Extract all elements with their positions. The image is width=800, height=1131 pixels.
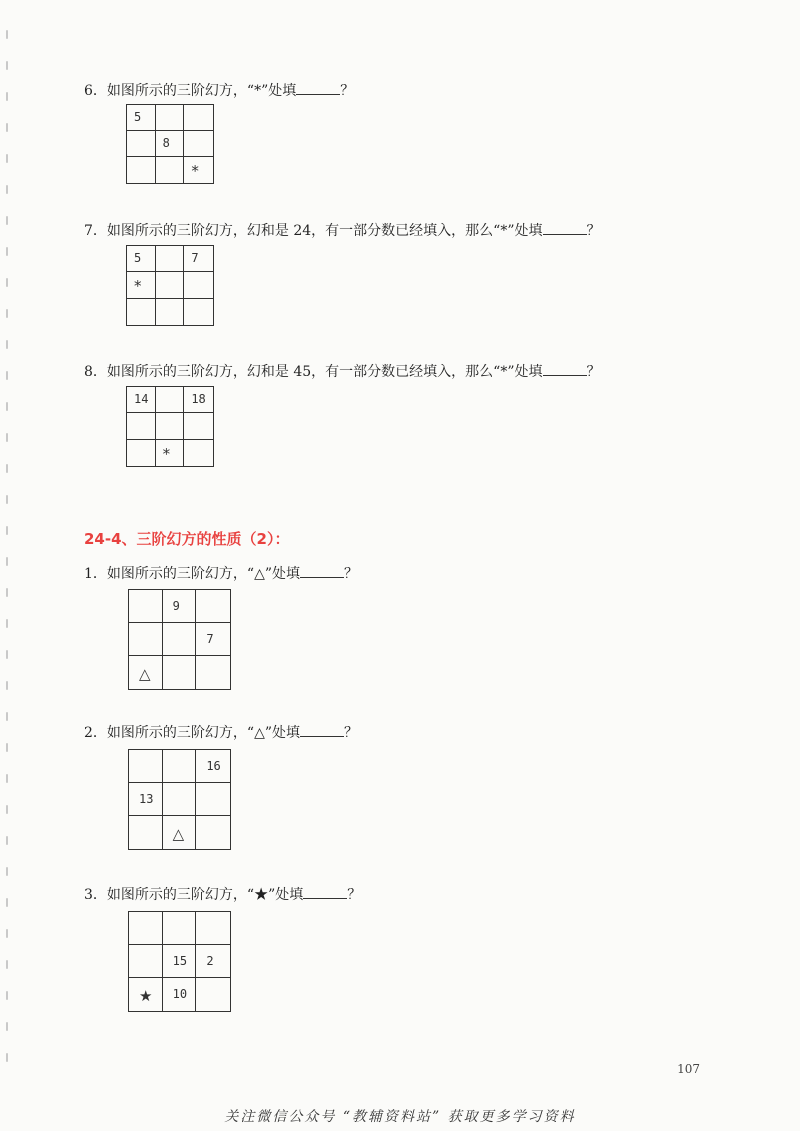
binding-mark bbox=[6, 836, 8, 845]
answer-blank[interactable] bbox=[303, 884, 347, 899]
cell-value: 8 bbox=[162, 136, 170, 150]
cell-value: 14 bbox=[134, 392, 149, 406]
grid-cell bbox=[129, 623, 163, 656]
grid-cell bbox=[156, 387, 185, 413]
binding-mark bbox=[6, 154, 8, 163]
binding-mark bbox=[6, 619, 8, 628]
grid-cell bbox=[127, 131, 156, 157]
binding-mark bbox=[6, 433, 8, 442]
grid-cell bbox=[127, 387, 156, 413]
page-number: 107 bbox=[677, 1062, 700, 1076]
grid-cell bbox=[163, 750, 197, 783]
grid-cell bbox=[156, 272, 185, 298]
cell-value: * bbox=[191, 162, 199, 180]
grid-cell bbox=[196, 945, 230, 978]
answer-blank[interactable] bbox=[300, 722, 344, 737]
grid-cell bbox=[129, 816, 163, 849]
binding-mark bbox=[6, 61, 8, 70]
cell-value: 7 bbox=[191, 251, 199, 265]
grid-cell bbox=[127, 413, 156, 439]
binding-mark bbox=[6, 867, 8, 876]
grid-cell bbox=[127, 157, 156, 183]
grid-cell bbox=[184, 131, 213, 157]
question-b3: 3．如图所示的三阶幻方，“★”处填 ？ bbox=[84, 884, 361, 904]
magic-square-6 bbox=[126, 104, 214, 184]
binding-mark bbox=[6, 495, 8, 504]
answer-blank[interactable] bbox=[296, 80, 340, 95]
grid-cell bbox=[184, 440, 213, 466]
binding-mark bbox=[6, 30, 8, 39]
cell-value: 18 bbox=[191, 392, 206, 406]
grid-cell bbox=[184, 105, 213, 131]
question-b2: 2．如图所示的三阶幻方，“△”处填 ？ bbox=[84, 722, 358, 742]
binding-mark bbox=[6, 123, 8, 132]
binding-mark bbox=[6, 991, 8, 1000]
grid-cell bbox=[163, 978, 197, 1011]
binding-mark bbox=[6, 557, 8, 566]
question-b1: 1．如图所示的三阶幻方，“△”处填 ？ bbox=[84, 563, 358, 583]
question-8: 8．如图所示的三阶幻方，幻和是 45，有一部分数已经填入，那么“*”处填 ？ bbox=[84, 361, 601, 381]
grid-cell bbox=[129, 590, 163, 623]
binding-mark bbox=[6, 743, 8, 752]
grid-cell bbox=[163, 783, 197, 816]
grid-cell bbox=[129, 945, 163, 978]
grid-cell bbox=[156, 246, 185, 272]
grid-cell bbox=[163, 590, 197, 623]
grid-cell bbox=[156, 440, 185, 466]
grid-cell bbox=[127, 440, 156, 466]
grid-cell bbox=[129, 750, 163, 783]
grid-cell bbox=[129, 656, 163, 689]
grid-cell bbox=[129, 978, 163, 1011]
grid-cell bbox=[127, 299, 156, 325]
answer-blank[interactable] bbox=[300, 563, 344, 578]
cell-value: * bbox=[162, 444, 171, 463]
cell-value: 5 bbox=[134, 251, 142, 265]
cell-value: 7 bbox=[206, 632, 214, 646]
grid-cell bbox=[129, 912, 163, 945]
grid-cell bbox=[163, 945, 197, 978]
grid-cell bbox=[196, 783, 230, 816]
binding-mark bbox=[6, 402, 8, 411]
grid-cell bbox=[184, 157, 213, 183]
answer-blank[interactable] bbox=[543, 220, 587, 235]
grid-cell bbox=[184, 272, 213, 298]
section-title: 24-4、三阶幻方的性质（2）： bbox=[84, 530, 290, 548]
magic-square-7 bbox=[126, 245, 214, 326]
cell-value: 15 bbox=[172, 954, 188, 968]
cell-value: * bbox=[134, 277, 142, 296]
cell-value: 10 bbox=[172, 987, 188, 1001]
binding-marks bbox=[6, 30, 12, 1090]
answer-blank[interactable] bbox=[543, 361, 587, 376]
grid-cell bbox=[184, 299, 213, 325]
grid-cell bbox=[156, 131, 185, 157]
cell-value: ★ bbox=[139, 987, 153, 1005]
binding-mark bbox=[6, 1053, 8, 1062]
grid-cell bbox=[196, 816, 230, 849]
grid-cell bbox=[163, 912, 197, 945]
grid-cell bbox=[156, 413, 185, 439]
binding-mark bbox=[6, 185, 8, 194]
binding-mark bbox=[6, 929, 8, 938]
footer-watermark: 关注微信公众号 “教辅资料站” 获取更多学习资料 bbox=[224, 1109, 576, 1125]
binding-mark bbox=[6, 805, 8, 814]
grid-cell bbox=[127, 246, 156, 272]
cell-value: △ bbox=[139, 665, 151, 683]
binding-mark bbox=[6, 92, 8, 101]
cell-value: △ bbox=[172, 825, 185, 843]
binding-mark bbox=[6, 774, 8, 783]
binding-mark bbox=[6, 650, 8, 659]
binding-mark bbox=[6, 278, 8, 287]
binding-mark bbox=[6, 898, 8, 907]
question-6: 6．如图所示的三阶幻方，“*”处填 ？ bbox=[84, 80, 354, 100]
grid-cell bbox=[184, 246, 213, 272]
grid-cell bbox=[156, 299, 185, 325]
cell-value: 5 bbox=[134, 110, 142, 124]
magic-square-8 bbox=[126, 386, 214, 467]
grid-cell bbox=[196, 750, 230, 783]
binding-mark bbox=[6, 340, 8, 349]
grid-cell bbox=[156, 105, 185, 131]
magic-square-b3 bbox=[128, 911, 231, 1012]
grid-cell bbox=[184, 413, 213, 439]
binding-mark bbox=[6, 309, 8, 318]
binding-mark bbox=[6, 1022, 8, 1031]
binding-mark bbox=[6, 216, 8, 225]
grid-cell bbox=[196, 590, 230, 623]
grid-cell bbox=[127, 105, 156, 131]
cell-value: 9 bbox=[172, 599, 180, 613]
grid-cell bbox=[196, 656, 230, 689]
cell-value: 13 bbox=[139, 792, 154, 806]
binding-mark bbox=[6, 960, 8, 969]
binding-mark bbox=[6, 588, 8, 597]
grid-cell bbox=[196, 978, 230, 1011]
grid-cell bbox=[196, 623, 230, 656]
grid-cell bbox=[163, 816, 197, 849]
binding-mark bbox=[6, 247, 8, 256]
binding-mark bbox=[6, 681, 8, 690]
grid-cell bbox=[156, 157, 185, 183]
grid-cell bbox=[129, 783, 163, 816]
binding-mark bbox=[6, 464, 8, 473]
cell-value: 2 bbox=[206, 954, 214, 968]
binding-mark bbox=[6, 526, 8, 535]
question-7: 7．如图所示的三阶幻方，幻和是 24，有一部分数已经填入，那么“*”处填 ？ bbox=[84, 220, 601, 240]
cell-value: 16 bbox=[206, 759, 221, 773]
binding-mark bbox=[6, 712, 8, 721]
magic-square-b2 bbox=[128, 749, 231, 850]
grid-cell bbox=[127, 272, 156, 298]
grid-cell bbox=[184, 387, 213, 413]
magic-square-b1 bbox=[128, 589, 231, 690]
grid-cell bbox=[163, 656, 197, 689]
grid-cell bbox=[196, 912, 230, 945]
grid-cell bbox=[163, 623, 197, 656]
binding-mark bbox=[6, 371, 8, 380]
